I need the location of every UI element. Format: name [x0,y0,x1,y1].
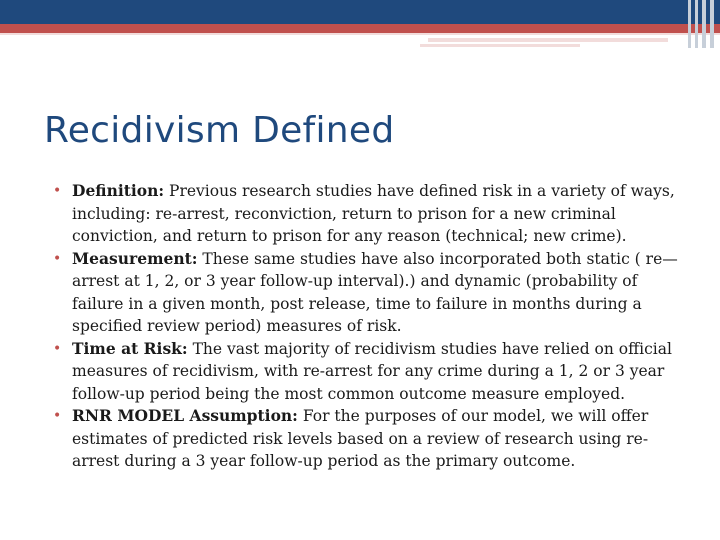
bullet-icon: • [53,408,62,424]
bullet-text: These same studies have also incorporated both static ( re—arrest at 1, 2, or 3 year follow-up interval).) and dynamic (probability of failure in a given month, post release, time to failure in months during a specified review period) measures of risk. [72,249,678,335]
header-band [0,0,720,24]
bullet-item [52,405,682,473]
bullet-text: The vast majority of recidivism studies have relied on official measures of recidivism, with re-arrest for any crime during a 1, 2 or 3 year follow-up period being the most common outcome measure employed. [72,339,672,403]
decorative-rule [428,38,668,42]
bullet-term: Definition: [72,181,165,200]
bullet-icon: • [53,250,62,267]
accent-stripe [0,24,720,33]
bullet-item [52,248,682,338]
slide-title: Recidivism Defined [44,110,395,151]
bullet-text: Previous research studies have defined risk in a variety of ways, including: re-arrest, reconviction, return to prison for a new criminal conviction, and return to prison for any reason (technical; new crime). [72,182,675,245]
bullet-icon: • [53,183,62,199]
bullet-item [52,338,682,406]
decorative-rule [420,44,580,47]
bullet-list [52,180,682,473]
bullet-term: Measurement: [72,248,198,268]
bullet-item [52,180,682,248]
corner-decoration [686,0,720,48]
accent-stripe-thin [0,33,720,35]
bullet-term: RNR MODEL Assumption: [72,406,298,425]
bullet-text: For the purposes of our model, we will offer estimates of predicted risk levels based on a review of research using re-arrest during a 3 year follow-up period as the primary outcome. [72,407,649,470]
bullet-icon: • [53,340,62,357]
bullet-term: Time at Risk: [72,338,188,358]
